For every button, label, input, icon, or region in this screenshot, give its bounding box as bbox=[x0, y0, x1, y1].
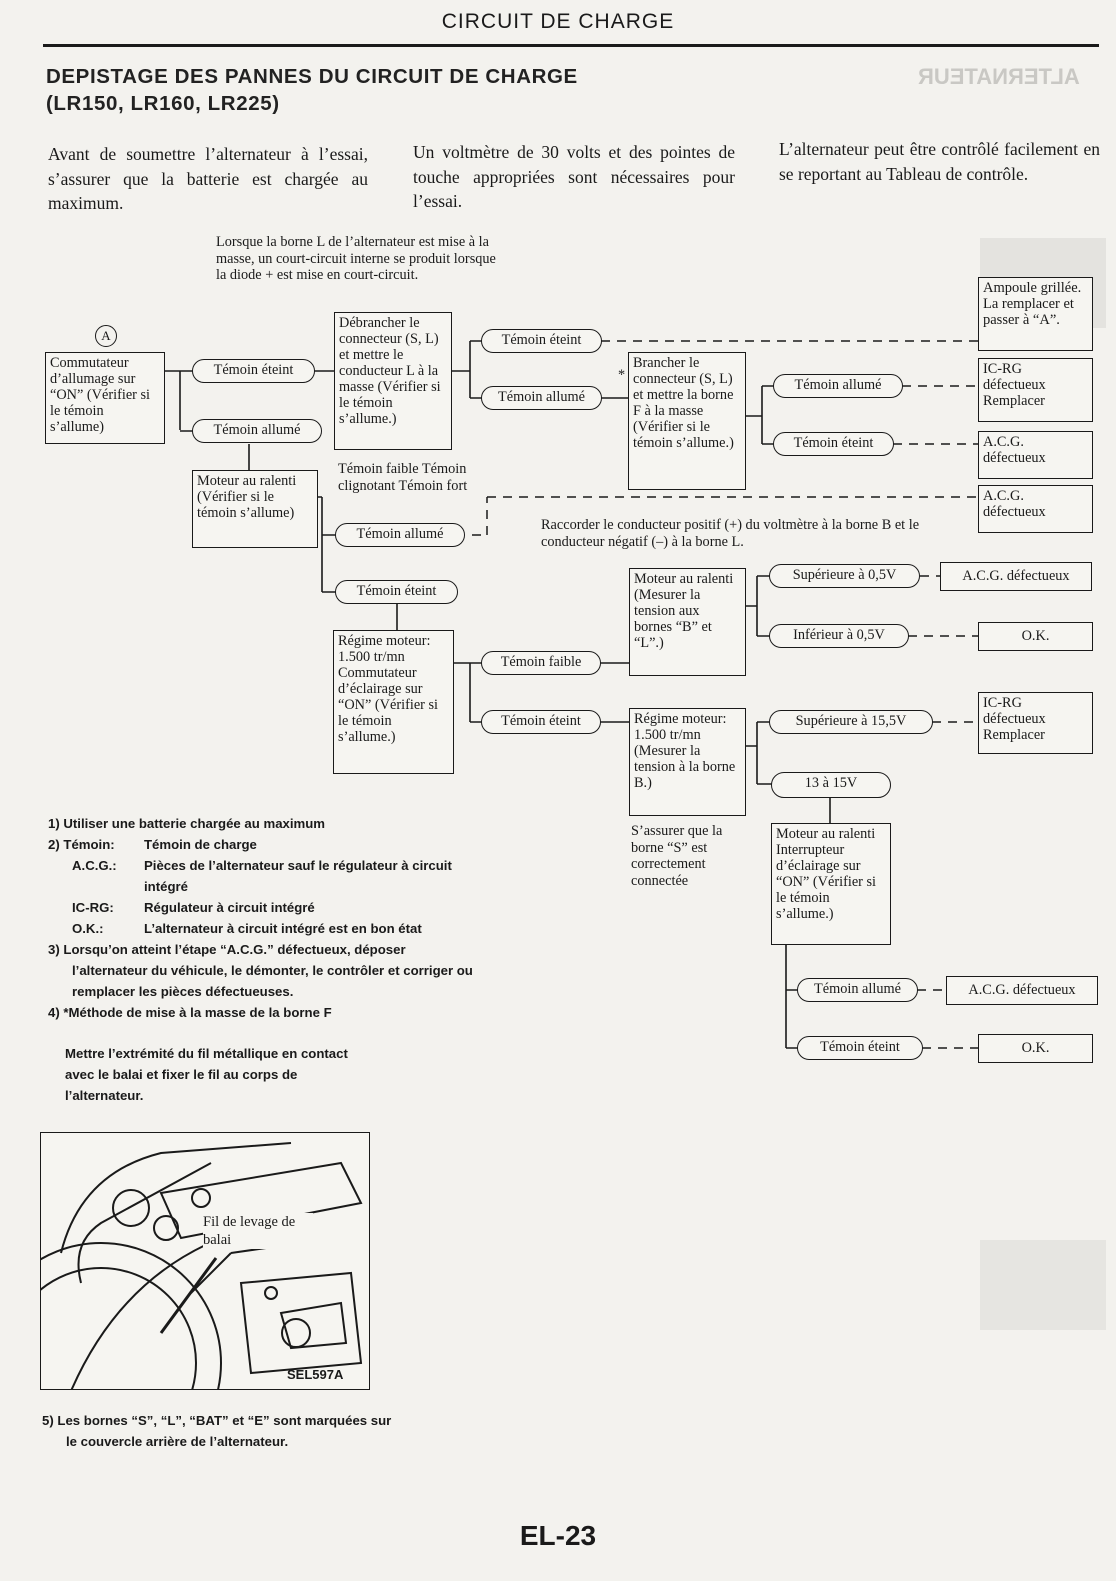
lamp-off-pill-3: Témoin éteint bbox=[773, 432, 894, 456]
ground-note: Lorsque la borne L de l’alternateur est mise à la masse, un court-circuit interne se produit lorsque la diode + est mise en court-circuit. bbox=[216, 234, 496, 283]
note-acg-value: Pièces de l’alternateur sauf le régulateur à circuit intégré bbox=[144, 858, 452, 894]
note-ok bbox=[48, 918, 498, 939]
terminal-s-note: S’assurer que la borne “S” est correctement connectée bbox=[631, 823, 723, 889]
intro-table: L’alternateur peut être contrôlé facilement en se reportant au Tableau de contrôle. bbox=[779, 139, 1100, 184]
note-2-value: Témoin de charge bbox=[144, 837, 257, 852]
result-ok-box-2: O.K. bbox=[978, 1034, 1093, 1063]
disconnect-check-box: Débrancher le connecteur (S, L) et mettre le conducteur L à la masse (Vérifier si le témoin s’allume.) bbox=[334, 312, 452, 450]
lamp-off-pill-2: Témoin éteint bbox=[481, 329, 602, 353]
section-title-line1: DEPISTAGE DES PANNES DU CIRCUIT DE CHARGE bbox=[46, 65, 578, 88]
idle-check-box-1: Moteur au ralenti (Vérifier si le témoin s’allume) bbox=[192, 470, 318, 548]
illustration-ref: SEL597A bbox=[287, 1367, 344, 1382]
lamp-off-pill-1: Témoin éteint bbox=[192, 359, 315, 383]
lamp-on-pill-3: Témoin allumé bbox=[773, 374, 903, 398]
alternator-drawing bbox=[41, 1133, 370, 1390]
lamp-states-note: Témoin faible Témoin clignotant Témoin fort bbox=[338, 461, 468, 494]
rpm-check-box-2: Régime moteur: 1.500 tr/mn (Mesurer la tension à la borne B.) bbox=[629, 708, 746, 816]
lamp-off-pill-6: Témoin éteint bbox=[797, 1036, 923, 1060]
page-number: EL-23 bbox=[519, 1520, 597, 1551]
below-05v-pill: Inférieur à 0,5V bbox=[769, 624, 909, 648]
note-icrg-value: Régulateur à circuit intégré bbox=[144, 900, 315, 915]
note-3: 3) Lorsqu’on atteint l’étape “A.C.G.” défectueux, déposer l’alternateur du véhicule, le démonter, le contrôler et corriger ou remplacer les pièces défectueuses. bbox=[48, 942, 473, 999]
voltmeter-note: Raccorder le conducteur positif (+) du voltmètre à la borne B et le conducteur négatif (–) à la borne L. bbox=[541, 517, 920, 550]
section-title-line2: (LR150, LR160, LR225) bbox=[46, 92, 280, 115]
lamp-on-pill-6: Témoin allumé bbox=[797, 978, 918, 1002]
notes-block bbox=[48, 813, 498, 1023]
above-155v-pill: Supérieure à 15,5V bbox=[769, 710, 933, 734]
note-5: 5) Les bornes “S”, “L”, “BAT” et “E” sont marquées sur le couvercle arrière de l’alternateur. bbox=[42, 1413, 392, 1449]
rpm-check-box-1: Régime moteur: 1.500 tr/mn Commutateur d’éclairage sur “ON” (Vérifier si le témoin s’allume.) bbox=[333, 630, 454, 774]
result-icrg-box-2: IC-RG défectueux Remplacer bbox=[978, 692, 1093, 754]
range-13-15v-pill: 13 à 15V bbox=[771, 772, 891, 798]
lamp-dim-pill: Témoin faible bbox=[481, 651, 601, 675]
note-ok-label: O.K.: bbox=[72, 921, 104, 936]
connect-check-box: Brancher le connecteur (S, L) et mettre la borne F à la masse (Vérifier si le témoin s’allume.) bbox=[628, 352, 746, 490]
note-icrg-label: IC-RG: bbox=[72, 900, 114, 915]
result-ok-box-1: O.K. bbox=[978, 622, 1093, 651]
lamp-off-pill-5: Témoin éteint bbox=[481, 710, 601, 734]
lamp-on-pill-2: Témoin allumé bbox=[481, 386, 602, 410]
result-acg-box-2: A.C.G. défectueux bbox=[978, 485, 1093, 533]
result-acg-box-3: A.C.G. défectueux bbox=[940, 562, 1092, 591]
result-bulb-box: Ampoule grillée. La remplacer et passer à “A”. bbox=[978, 277, 1093, 351]
above-05v-pill: Supérieure à 0,5V bbox=[769, 564, 920, 588]
ignition-check-box: Commutateur d’allumage sur “ON” (Vérifier si le témoin s’allume) bbox=[45, 352, 165, 444]
asterisk-mark: * bbox=[618, 367, 626, 383]
result-icrg-box-1: IC-RG défectueux Remplacer bbox=[978, 358, 1093, 422]
lamp-on-pill-1: Témoin allumé bbox=[192, 419, 322, 443]
wire-label: Fil de levage de balai bbox=[203, 1213, 313, 1249]
page-header: CIRCUIT DE CHARGE bbox=[441, 10, 675, 33]
brush-wire-illustration bbox=[40, 1132, 370, 1390]
note-1: 1) Utiliser une batterie chargée au maximum bbox=[48, 816, 326, 831]
idle-check-box-2: Moteur au ralenti (Mesurer la tension aux bornes “B” et “L”.) bbox=[629, 568, 746, 676]
note-4: 4) *Méthode de mise à la masse de la borne F bbox=[48, 1005, 332, 1020]
note-4-detail: Mettre l’extrémité du fil métallique en contact avec le balai et fixer le fil au corps de l’alternateur. bbox=[65, 1046, 348, 1103]
note-acg bbox=[48, 855, 498, 897]
note-2 bbox=[48, 834, 498, 855]
intro-voltmeter: Un voltmètre de 30 volts et des pointes de touche appropriées sont nécessaires pour l’essai. bbox=[413, 142, 735, 211]
idle-check-box-3: Moteur au ralenti Interrupteur d’éclairage sur “ON” (Vérifier si le témoin s’allume.) bbox=[771, 823, 891, 945]
result-acg-box-4: A.C.G. défectueux bbox=[946, 976, 1098, 1005]
lamp-off-pill-4: Témoin éteint bbox=[335, 580, 458, 604]
note-ok-value: L’alternateur à circuit intégré est en bon état bbox=[144, 921, 422, 936]
note-acg-label: A.C.G.: bbox=[72, 858, 117, 873]
note-2-label: 2) Témoin: bbox=[48, 837, 115, 852]
note-icrg bbox=[48, 897, 498, 918]
step-marker-a: A bbox=[95, 325, 117, 347]
result-acg-box-1: A.C.G. défectueux bbox=[978, 431, 1093, 479]
lamp-on-pill-4: Témoin allumé bbox=[335, 523, 465, 547]
intro-battery: Avant de soumettre l’alternateur à l’essai, s’assurer que la batterie est chargée au maximum. bbox=[48, 144, 368, 213]
bleed-through-text: ALTERNATEUR bbox=[918, 64, 1080, 89]
